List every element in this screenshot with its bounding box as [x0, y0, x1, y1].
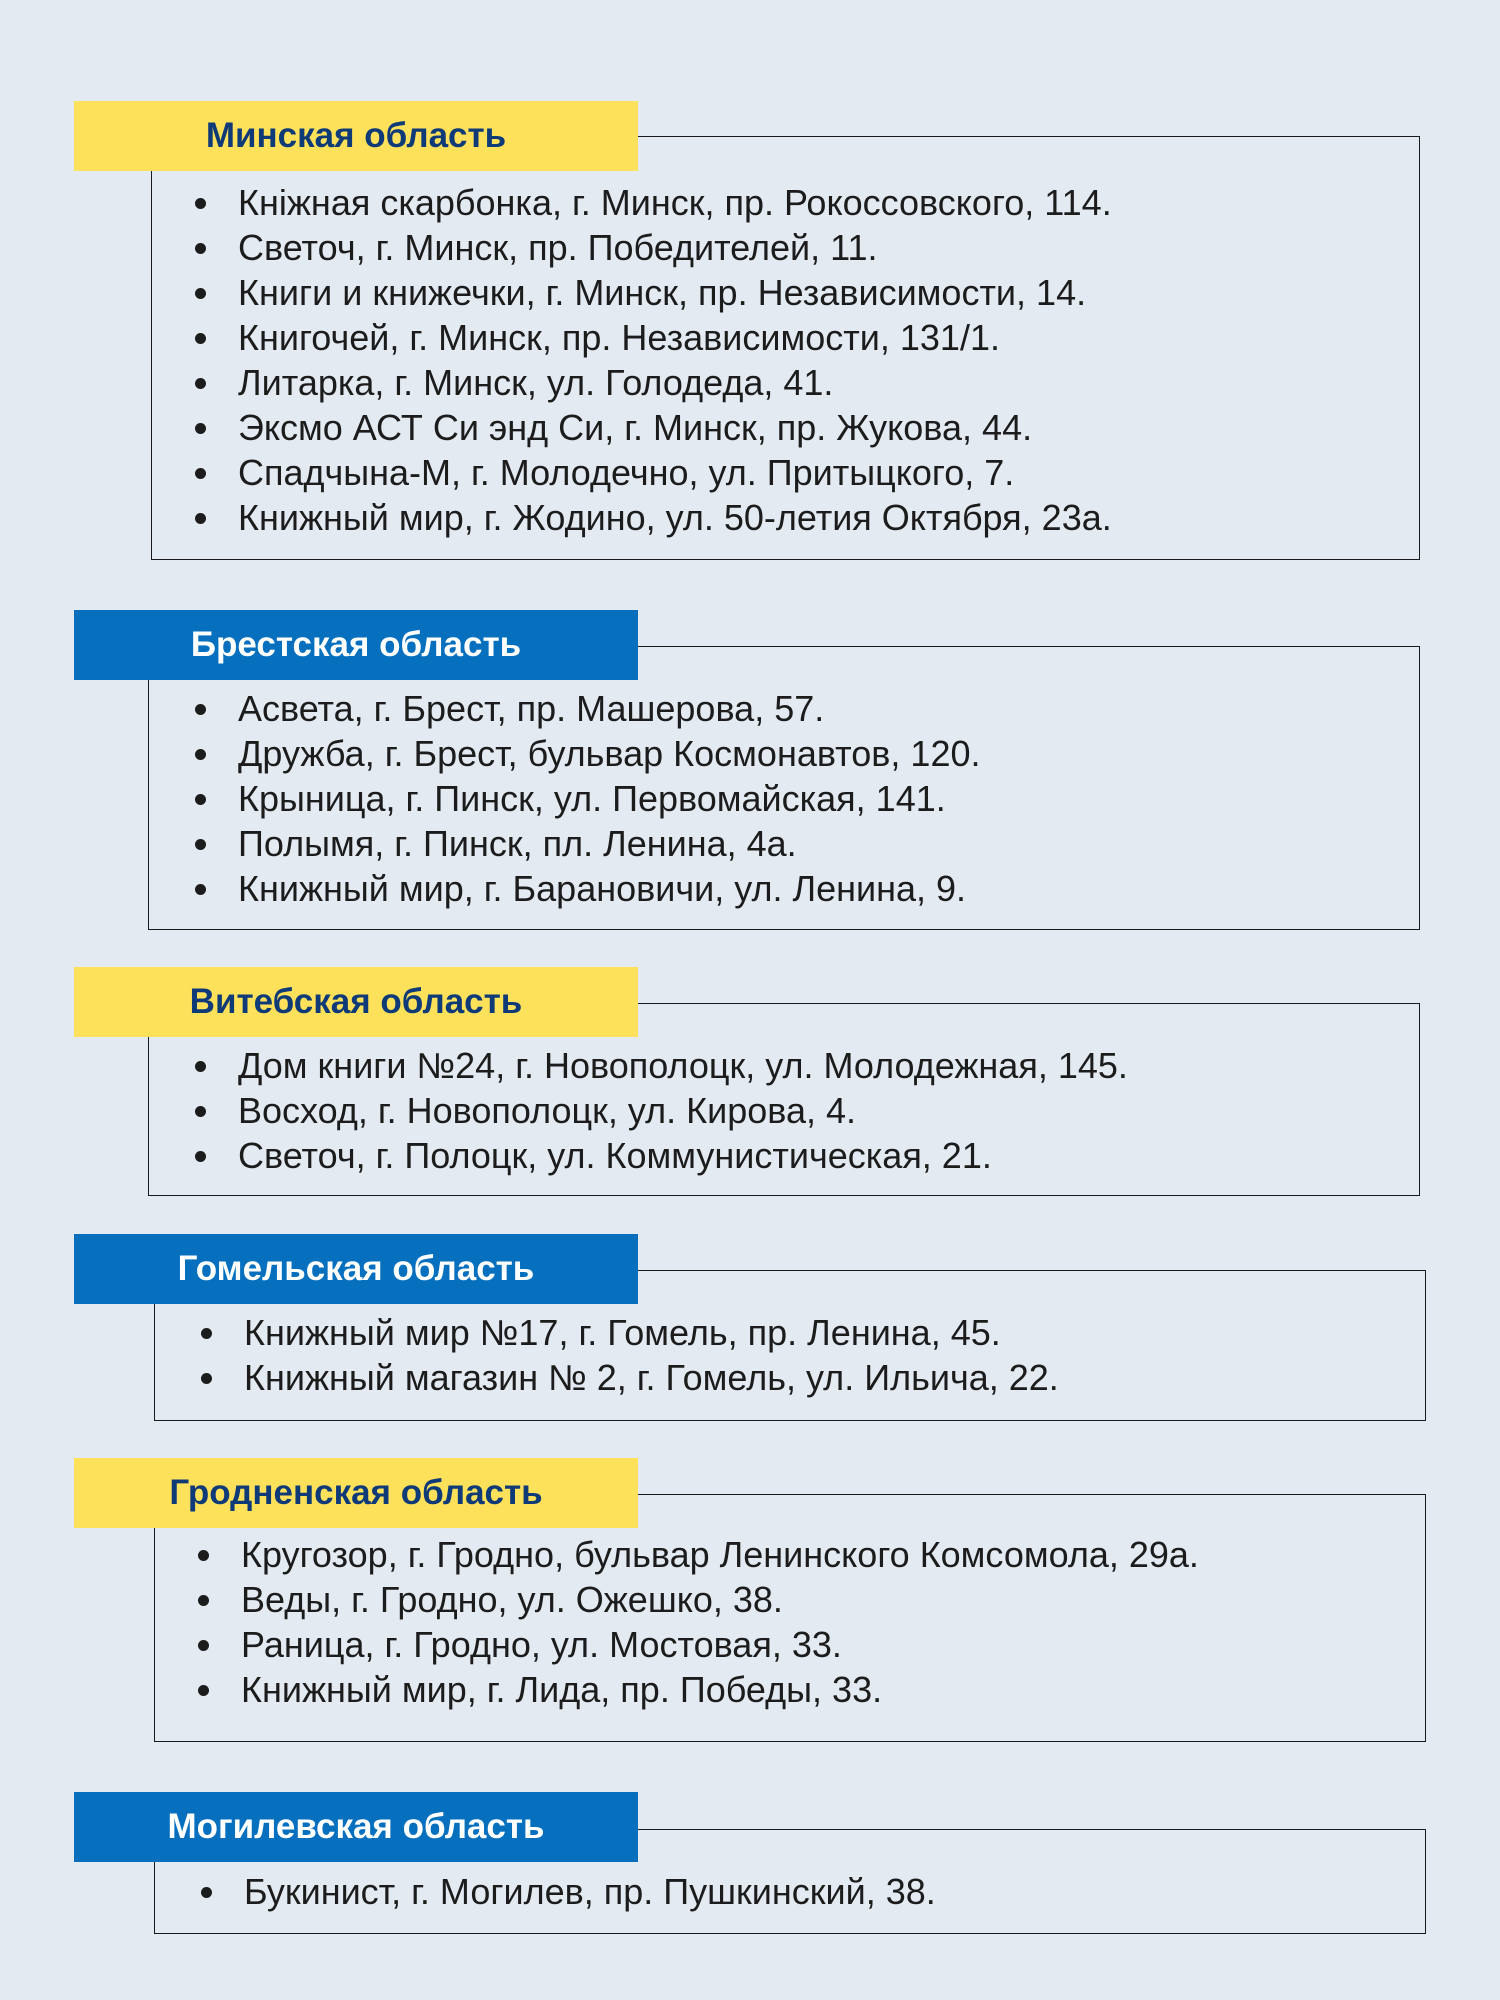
list-item: Литарка, г. Минск, ул. Голодеда, 41.	[193, 360, 1112, 405]
list-item: Книжный мир, г. Жодино, ул. 50-летия Октября, 23а.	[193, 495, 1112, 540]
list-item: Веды, г. Гродно, ул. Ожешко, 38.	[196, 1577, 1199, 1622]
list-item: Книгочей, г. Минск, пр. Независимости, 131/1.	[193, 315, 1112, 360]
store-list	[199, 1310, 1059, 1400]
store-list	[193, 180, 1112, 540]
list-item: Книжный мир №17, г. Гомель, пр. Ленина, 45.	[199, 1310, 1059, 1355]
list-item: Книжный мир, г. Барановичи, ул. Ленина, 9.	[193, 866, 980, 911]
list-item: Раница, г. Гродно, ул. Мостовая, 33.	[196, 1622, 1199, 1667]
store-list	[193, 1043, 1128, 1178]
list-item: Книги и книжечки, г. Минск, пр. Независимости, 14.	[193, 270, 1112, 315]
list-item: Книжный мир, г. Лида, пр. Победы, 33.	[196, 1667, 1199, 1712]
list-item: Книжный магазин № 2, г. Гомель, ул. Ильича, 22.	[199, 1355, 1059, 1400]
region-title: Гомельская область	[74, 1234, 638, 1304]
store-list	[199, 1869, 936, 1914]
region-title: Могилевская область	[74, 1792, 638, 1862]
list-item: Дружба, г. Брест, бульвар Космонавтов, 120.	[193, 731, 980, 776]
list-item: Дом книги №24, г. Новополоцк, ул. Молодежная, 145.	[193, 1043, 1128, 1088]
list-item: Спадчына-М, г. Молодечно, ул. Притыцкого, 7.	[193, 450, 1112, 495]
list-item: Кругозор, г. Гродно, бульвар Ленинского Комсомола, 29а.	[196, 1532, 1199, 1577]
list-item: Букинист, г. Могилев, пр. Пушкинский, 38.	[199, 1869, 936, 1914]
store-list	[193, 686, 980, 911]
region-title: Гродненская область	[74, 1458, 638, 1528]
region-title: Брестская область	[74, 610, 638, 680]
region-title: Витебская область	[74, 967, 638, 1037]
list-item: Восход, г. Новополоцк, ул. Кирова, 4.	[193, 1088, 1128, 1133]
list-item: Крыница, г. Пинск, ул. Первомайская, 141.	[193, 776, 980, 821]
list-item: Светоч, г. Минск, пр. Победителей, 11.	[193, 225, 1112, 270]
region-title: Минская область	[74, 101, 638, 171]
list-item: Эксмо АСТ Си энд Си, г. Минск, пр. Жукова, 44.	[193, 405, 1112, 450]
store-list	[196, 1532, 1199, 1712]
list-item: Светоч, г. Полоцк, ул. Коммунистическая, 21.	[193, 1133, 1128, 1178]
list-item: Полымя, г. Пинск, пл. Ленина, 4а.	[193, 821, 980, 866]
list-item: Асвета, г. Брест, пр. Машерова, 57.	[193, 686, 980, 731]
list-item: Кніжная скарбонка, г. Минск, пр. Рокоссовского, 114.	[193, 180, 1112, 225]
